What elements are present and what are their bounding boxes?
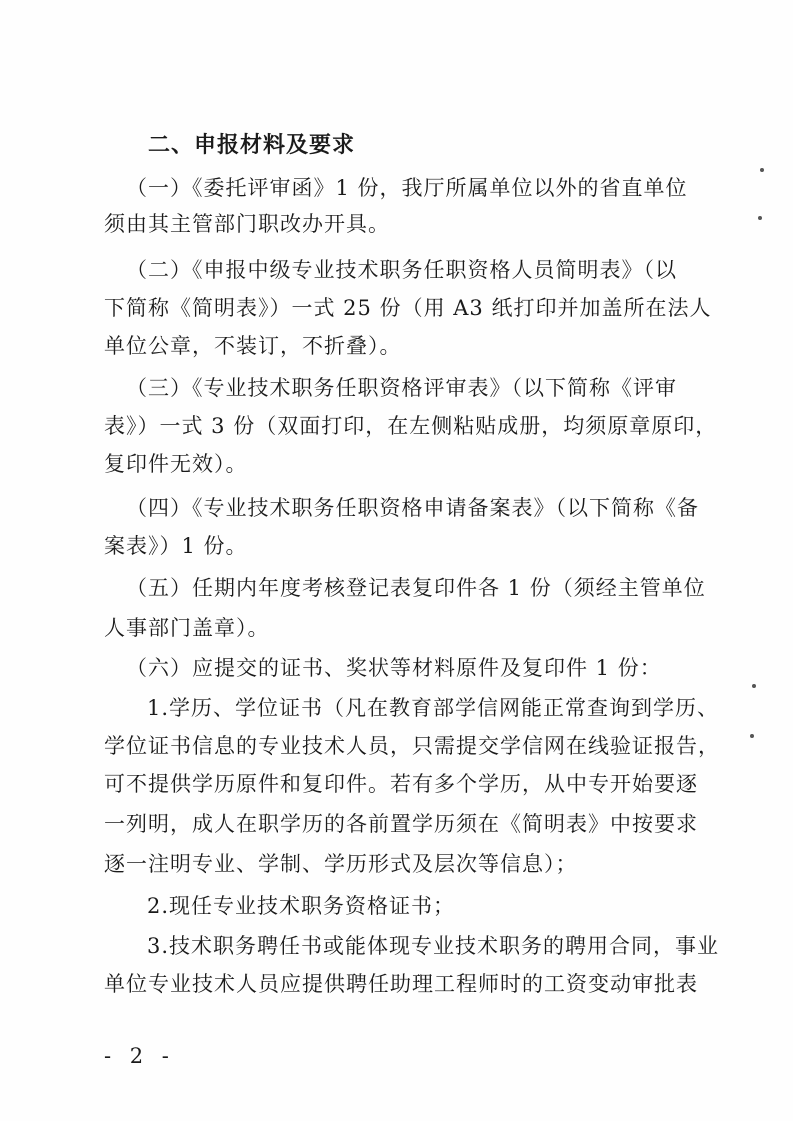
text-line: 2.现任专业技术职务资格证书； xyxy=(147,894,456,918)
scan-speck xyxy=(758,216,762,220)
text-line: 单位专业技术人员应提供聘任助理工程师时的工资变动审批表 xyxy=(104,972,698,996)
text-line: 案表》）1 份。 xyxy=(104,534,248,558)
text-line: （四）《专业技术职务任职资格申请备案表》（以下简称《备 xyxy=(126,496,699,520)
text-line: 单位公章，不装订，不折叠）。 xyxy=(104,334,402,358)
text-line: 逐一注明专业、学制、学历形式及层次等信息）； xyxy=(104,852,578,876)
text-line: 可不提供学历原件和复印件。若有多个学历，从中专开始要逐 xyxy=(104,772,698,796)
text-line: （一）《委托评审函》1 份，我厅所属单位以外的省直单位 xyxy=(126,176,688,200)
text-line: 人事部门盖章）。 xyxy=(104,616,270,640)
text-line: 3.技术职务聘任书或能体现专业技术职务的聘用合同，事业 xyxy=(147,934,720,958)
text-line: （六）应提交的证书、奖状等材料原件及复印件 1 份： xyxy=(126,656,662,680)
section-heading: 二、申报材料及要求 xyxy=(148,133,356,158)
text-line: 下简称《简明表》）一式 25 份（用 A3 纸打印并加盖所在法人 xyxy=(104,296,712,320)
page-number: - 2 - xyxy=(104,1044,175,1068)
text-line: 表》）一式 3 份（双面打印，在左侧粘贴成册，均须原章原印， xyxy=(104,414,718,438)
scan-speck xyxy=(760,168,764,172)
text-line: 复印件无效）。 xyxy=(104,452,248,476)
text-line: 一列明，成人在职学历的各前置学历须在《简明表》中按要求 xyxy=(104,812,698,836)
text-line: （二）《申报中级专业技术职务任职资格人员简明表》（以 xyxy=(126,258,677,282)
text-line: （五）任期内年度考核登记表复印件各 1 份（须经主管单位 xyxy=(126,576,706,600)
scan-speck xyxy=(750,734,754,738)
text-line: 学位证书信息的专业技术人员，只需提交学信网在线验证报告， xyxy=(104,734,720,758)
text-line: 1.学历、学位证书（凡在教育部学信网能正常查询到学历、 xyxy=(147,696,720,720)
text-line: 须由其主管部门职改办开具。 xyxy=(104,212,390,236)
text-line: （三）《专业技术职务任职资格评审表》（以下简称《评审 xyxy=(126,376,677,400)
scan-speck xyxy=(752,684,756,688)
